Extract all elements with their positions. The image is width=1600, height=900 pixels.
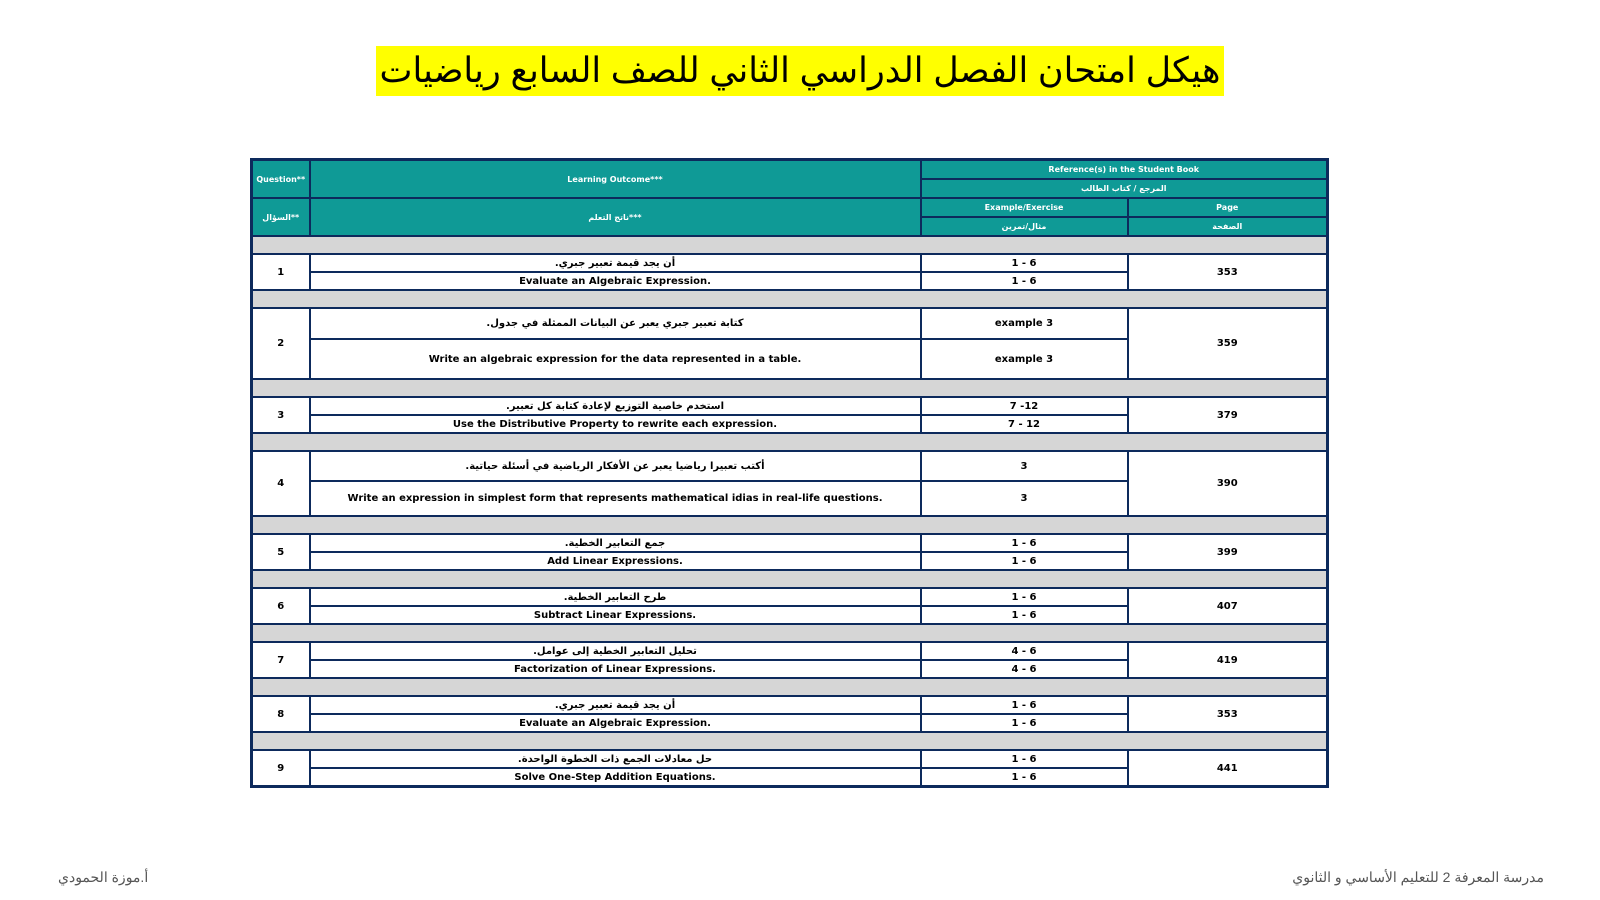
table-row xyxy=(252,308,1328,339)
separator-row xyxy=(252,236,1328,254)
example-exercise-ar: 3 xyxy=(921,451,1128,481)
separator-row xyxy=(252,516,1328,534)
example-exercise-en: 1 - 6 xyxy=(921,606,1128,624)
page-number: 399 xyxy=(1128,534,1328,570)
header-example-ar: مثال/تمرين xyxy=(921,217,1128,236)
separator-row xyxy=(252,570,1328,588)
example-exercise-en: 4 - 6 xyxy=(921,660,1128,678)
outcome-arabic: استخدم خاصية التوزيع لإعادة كتابة كل تعبير. xyxy=(310,397,921,415)
page-number: 359 xyxy=(1128,308,1328,379)
separator-row xyxy=(252,678,1328,696)
header-outcome-en: Learning Outcome*** xyxy=(310,160,921,199)
separator-cell xyxy=(252,624,1328,642)
outcome-arabic: جمع التعابير الخطية. xyxy=(310,534,921,552)
separator-cell xyxy=(252,570,1328,588)
header-page-ar: الصفحة xyxy=(1128,217,1328,236)
table-row xyxy=(252,696,1328,714)
table-row xyxy=(252,642,1328,660)
separator-cell xyxy=(252,433,1328,451)
example-exercise-ar: example 3 xyxy=(921,308,1128,339)
outcome-arabic: تحليل التعابير الخطية إلى عوامل. xyxy=(310,642,921,660)
example-exercise-en: 1 - 6 xyxy=(921,552,1128,570)
example-exercise-ar: 1 - 6 xyxy=(921,750,1128,768)
header-reference-ar: المرجع / كتاب الطالب xyxy=(921,179,1328,198)
example-exercise-ar: 1 - 6 xyxy=(921,534,1128,552)
page-title: هيكل امتحان الفصل الدراسي الثاني للصف السابع رياضيات xyxy=(376,46,1225,96)
separator-row xyxy=(252,433,1328,451)
example-exercise-ar: 7 -12 xyxy=(921,397,1128,415)
question-number: 1 xyxy=(252,254,310,290)
separator-cell xyxy=(252,516,1328,534)
header-reference-en: Reference(s) in the Student Book xyxy=(921,160,1328,180)
table-row xyxy=(252,254,1328,272)
page-number: 379 xyxy=(1128,397,1328,433)
outcome-arabic: كتابة تعبير جبري يعبر عن البيانات الممثلة في جدول. xyxy=(310,308,921,339)
outcome-english: Evaluate an Algebraic Expression. xyxy=(310,272,921,290)
example-exercise-en: 3 xyxy=(921,481,1128,516)
page-number: 353 xyxy=(1128,254,1328,290)
outcome-arabic: طرح التعابير الخطية. xyxy=(310,588,921,606)
question-number: 5 xyxy=(252,534,310,570)
example-exercise-ar: 1 - 6 xyxy=(921,254,1128,272)
question-number: 3 xyxy=(252,397,310,433)
separator-cell xyxy=(252,732,1328,750)
header-page-en: Page xyxy=(1128,198,1328,217)
table-row xyxy=(252,750,1328,768)
example-exercise-en: 1 - 6 xyxy=(921,714,1128,732)
example-exercise-ar: 1 - 6 xyxy=(921,696,1128,714)
outcome-english: Subtract Linear Expressions. xyxy=(310,606,921,624)
header-row xyxy=(252,160,1328,180)
separator-cell xyxy=(252,379,1328,397)
question-number: 7 xyxy=(252,642,310,678)
header-example-en: Example/Exercise xyxy=(921,198,1128,217)
question-number: 2 xyxy=(252,308,310,379)
example-exercise-en: example 3 xyxy=(921,339,1128,379)
example-exercise-ar: 4 - 6 xyxy=(921,642,1128,660)
page-number: 441 xyxy=(1128,750,1328,787)
page-number: 353 xyxy=(1128,696,1328,732)
footer-teacher: أ.موزة الحمودي xyxy=(58,869,149,885)
example-exercise-ar: 1 - 6 xyxy=(921,588,1128,606)
example-exercise-en: 1 - 6 xyxy=(921,768,1128,787)
outcome-arabic: أن يجد قيمة تعبير جبري. xyxy=(310,254,921,272)
exam-structure-table xyxy=(250,158,1329,788)
separator-cell xyxy=(252,678,1328,696)
header-question-en: Question** xyxy=(252,160,310,199)
outcome-english: Add Linear Expressions. xyxy=(310,552,921,570)
outcome-arabic: أكتب تعبيرا رياضيا يعبر عن الأفكار الرياضية في أسئلة حياتية. xyxy=(310,451,921,481)
outcome-english: Use the Distributive Property to rewrite each expression. xyxy=(310,415,921,433)
table-row xyxy=(252,534,1328,552)
example-exercise-en: 7 - 12 xyxy=(921,415,1128,433)
page-number: 390 xyxy=(1128,451,1328,516)
question-number: 9 xyxy=(252,750,310,787)
separator-row xyxy=(252,379,1328,397)
separator-row xyxy=(252,290,1328,308)
question-number: 8 xyxy=(252,696,310,732)
footer-school: مدرسة المعرفة 2 للتعليم الأساسي و الثانوي xyxy=(1292,869,1544,885)
outcome-english: Evaluate an Algebraic Expression. xyxy=(310,714,921,732)
outcome-english: Write an algebraic expression for the data represented in a table. xyxy=(310,339,921,379)
table-row xyxy=(252,451,1328,481)
header-outcome-ar: ناتج التعلم*** xyxy=(310,198,921,236)
example-exercise-en: 1 - 6 xyxy=(921,272,1128,290)
header-row xyxy=(252,198,1328,217)
separator-cell xyxy=(252,290,1328,308)
outcome-english: Write an expression in simplest form that represents mathematical idias in real-life questions. xyxy=(310,481,921,516)
outcome-arabic: أن يجد قيمة تعبير جبري. xyxy=(310,696,921,714)
outcome-arabic: حل معادلات الجمع ذات الخطوة الواحدة. xyxy=(310,750,921,768)
separator-row xyxy=(252,624,1328,642)
question-number: 4 xyxy=(252,451,310,516)
page-number: 419 xyxy=(1128,642,1328,678)
table-row xyxy=(252,397,1328,415)
title-container xyxy=(0,46,1600,96)
page-number: 407 xyxy=(1128,588,1328,624)
outcome-english: Solve One-Step Addition Equations. xyxy=(310,768,921,787)
separator-row xyxy=(252,732,1328,750)
question-number: 6 xyxy=(252,588,310,624)
header-question-ar: السؤال** xyxy=(252,198,310,236)
outcome-english: Factorization of Linear Expressions. xyxy=(310,660,921,678)
table-row xyxy=(252,588,1328,606)
separator-cell xyxy=(252,236,1328,254)
